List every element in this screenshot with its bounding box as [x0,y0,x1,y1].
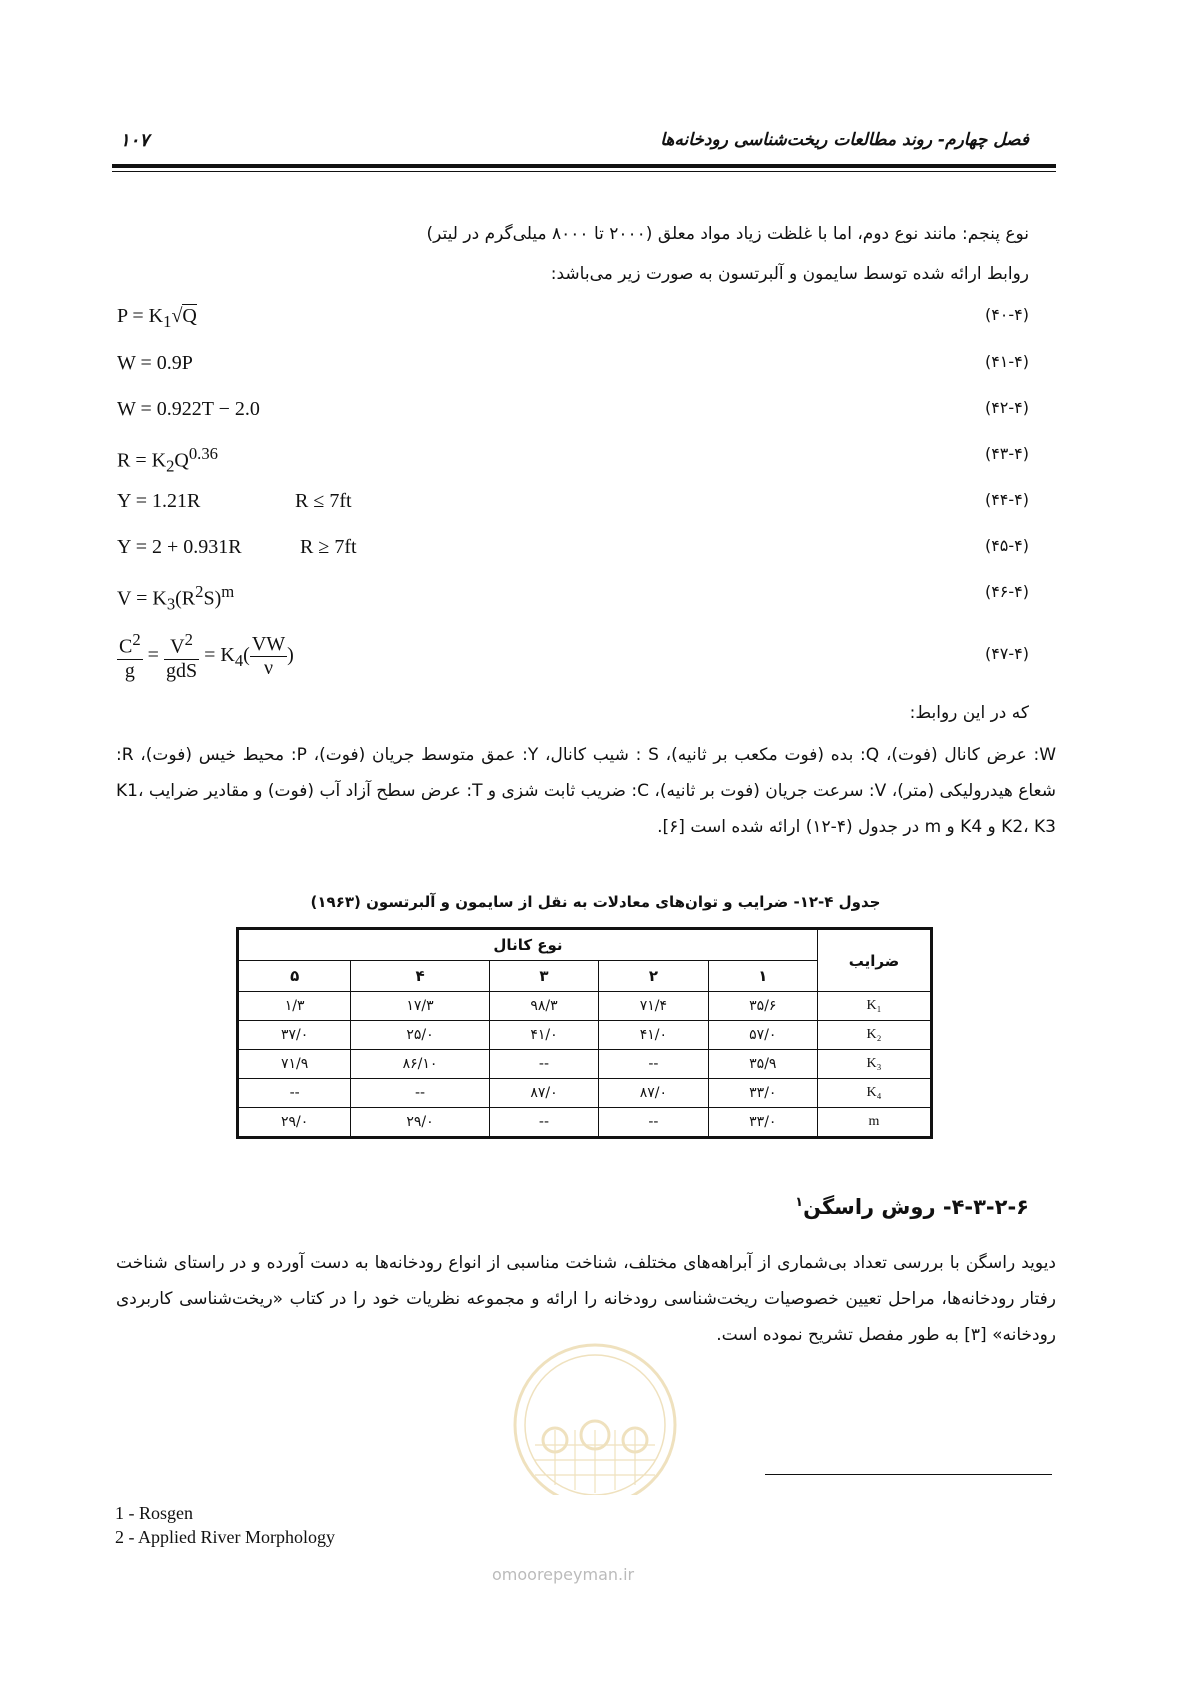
table-caption: جدول ۴-۱۲- ضرایب و توان‌های معادلات به نقل از سایمون و آلبرتسون (۱۹۶۳) [310,893,881,911]
equation-44: Y = 1.21R R ≤ 7ft (۴۴-۴) [117,490,1029,512]
page-number: ۱۰۷ [120,130,150,151]
header-rule-thin [112,171,1056,172]
equation-46: $V = K_3(R^2S)^m$ (۴۶-۴) [117,582,1029,614]
column-header: ۲ [599,961,708,992]
table-row: m ۳۳/۰ -- -- ۲۹/۰ ۲۹/۰ [238,1108,932,1138]
watermark-logo [495,1335,695,1495]
footnote-rule [765,1474,1052,1475]
equation-43: $R = K_2Q^{0.36}$ (۴۳-۴) [117,444,1029,476]
table-row: K₃ ۳۵/۹ -- -- ۸۶/۱۰ ۷۱/۹ [238,1050,932,1079]
table-row: K₄ ۳۳/۰ ۸۷/۰ ۸۷/۰ -- -- [238,1079,932,1108]
footnote-1: 1 - Rosgen [115,1503,193,1523]
footnote-2: 2 - Applied River Morphology [115,1527,335,1547]
intro-line-1: نوع پنجم: مانند نوع دوم، اما با غلظت زیاد مواد معلق (۲۰۰۰ تا ۸۰۰۰ میلی‌گرم در لیتر) [426,224,1029,244]
intro-line-2: روابط ارائه شده توسط سایمون و آلبرتسون به صورت زیر می‌باشد: [550,264,1029,284]
row-header: ضرایب [818,929,932,992]
watermark-site: omoorepeyman.ir [492,1565,635,1584]
column-header: ۴ [351,961,489,992]
equation-42: W = 0.922T − 2.0 (۴۲-۴) [117,398,1029,420]
definitions-text: W: عرض کانال (فوت)، Q: بده (فوت مکعب بر ثانیه)، S : شیب کانال، Y: عمق متوسط جریان (فوت)، P: محیط خیس (فوت)، R: شعاع هیدرولیکی (متر)، V: سرعت جریان (فوت بر ثانیه)، C: ضریب ثابت شزی و T: عرض سطح آزاد آب (فوت) و مقادیر ضرایب K1، K2، K3 و K4 و m در جدول (۴-۱۲) ارائه شده است [۶]. [116,745,1057,837]
header-rule [112,164,1056,168]
group-header: نوع کانال [238,929,818,961]
section-paragraph: دیوید راسگن با بررسی تعداد بی‌شماری از آبراهه‌های مختلف، شناخت مناسبی از انواع رودخانه‌ها به دست آورده و در راستای شناخت رفتار رودخانه‌ها، مراحل تعیین خصوصیات ریخت‌شناسی رودخانه را ارائه و مجموعه نظریات خود را در کتاب «ریخت‌شناسی کاربردی رودخانه» [۳] به طور مفصل تشریح نموده است. [116,1253,1056,1345]
equation-47: $\frac{C^2}{g}$ = $\frac{V^2}{\text{gdS}}$ = $K_4$( $\frac{VW}{\nu}$ ) (۴۷-۴) [119,630,1029,682]
coefficients-table [236,927,933,1139]
definitions-intro: که در این روابط: [909,703,1029,723]
equation-40: $P = K_1√Q$ (۴۰-۴) [117,305,1029,331]
column-header: ۱ [708,961,817,992]
table-row: K₂ ۵۷/۰ ۴۱/۰ ۴۱/۰ ۲۵/۰ ۳۷/۰ [238,1021,932,1050]
column-header: ۳ [489,961,598,992]
chapter-title: فصل چهارم- روند مطالعات ریخت‌شناسی رودخانه‌ها [660,130,1029,150]
equation-45: Y = 2 + 0.931R R ≥ 7ft (۴۵-۴) [117,536,1029,558]
section-title: ۴-۳-۲-۶- روش راسگن$^۱$ [795,1195,1029,1219]
equation-41: W = 0.9P (۴۱-۴) [117,352,1029,374]
table-row: K₁ ۳۵/۶ ۷۱/۴ ۹۸/۳ ۱۷/۳ ۱/۳ [238,992,932,1021]
column-header: ۵ [238,961,351,992]
